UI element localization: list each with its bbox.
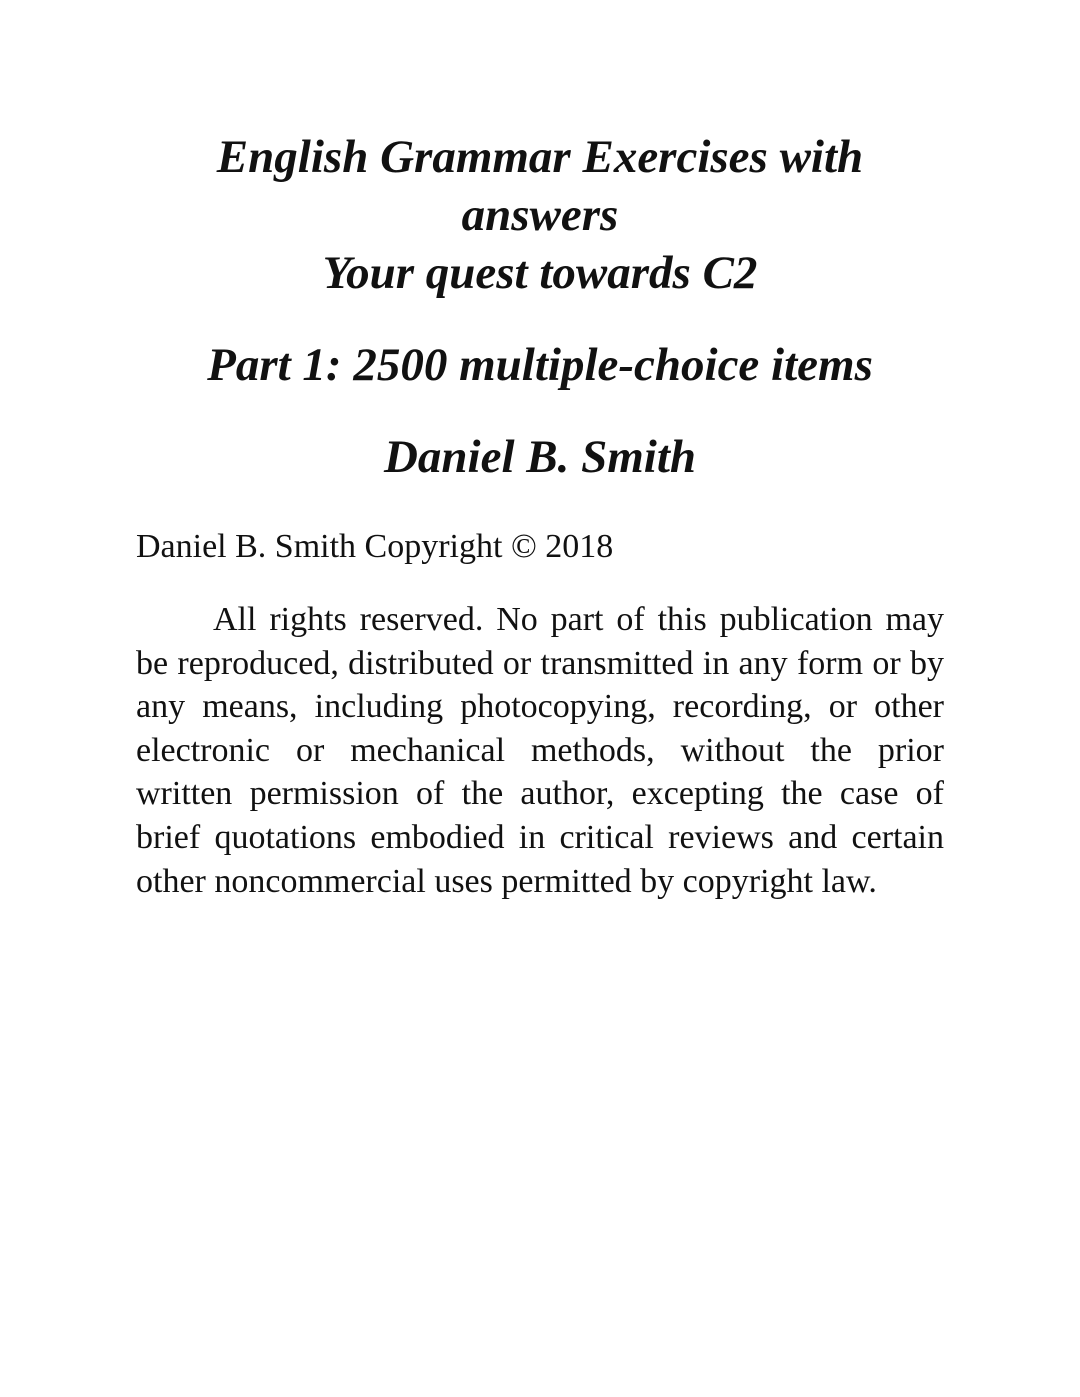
- book-title-line-1: English Grammar Exercises with: [216, 131, 864, 183]
- author-heading-block: [140, 428, 940, 486]
- rights-paragraph: All rights reserved. No part of this publication may be reproduced, distributed or transmitted in any form or by any means, including photocopying, recording, or other electronic or mechanical methods, without the prior written permission of the author, excepting the case of brief quotations embodied in critical reviews and certain other noncommercial uses permitted by copyright law.: [136, 601, 944, 900]
- author-name: Daniel B. Smith: [383, 431, 697, 483]
- part-heading-block: [140, 336, 940, 394]
- part-heading: Part 1: 2500 multiple-choice items: [207, 339, 873, 391]
- book-subtitle: Your quest towards C2: [322, 247, 758, 299]
- book-title-line-2: answers: [461, 189, 619, 241]
- book-title: [140, 128, 940, 302]
- copyright-line: Daniel B. Smith Copyright © 2018: [136, 528, 614, 565]
